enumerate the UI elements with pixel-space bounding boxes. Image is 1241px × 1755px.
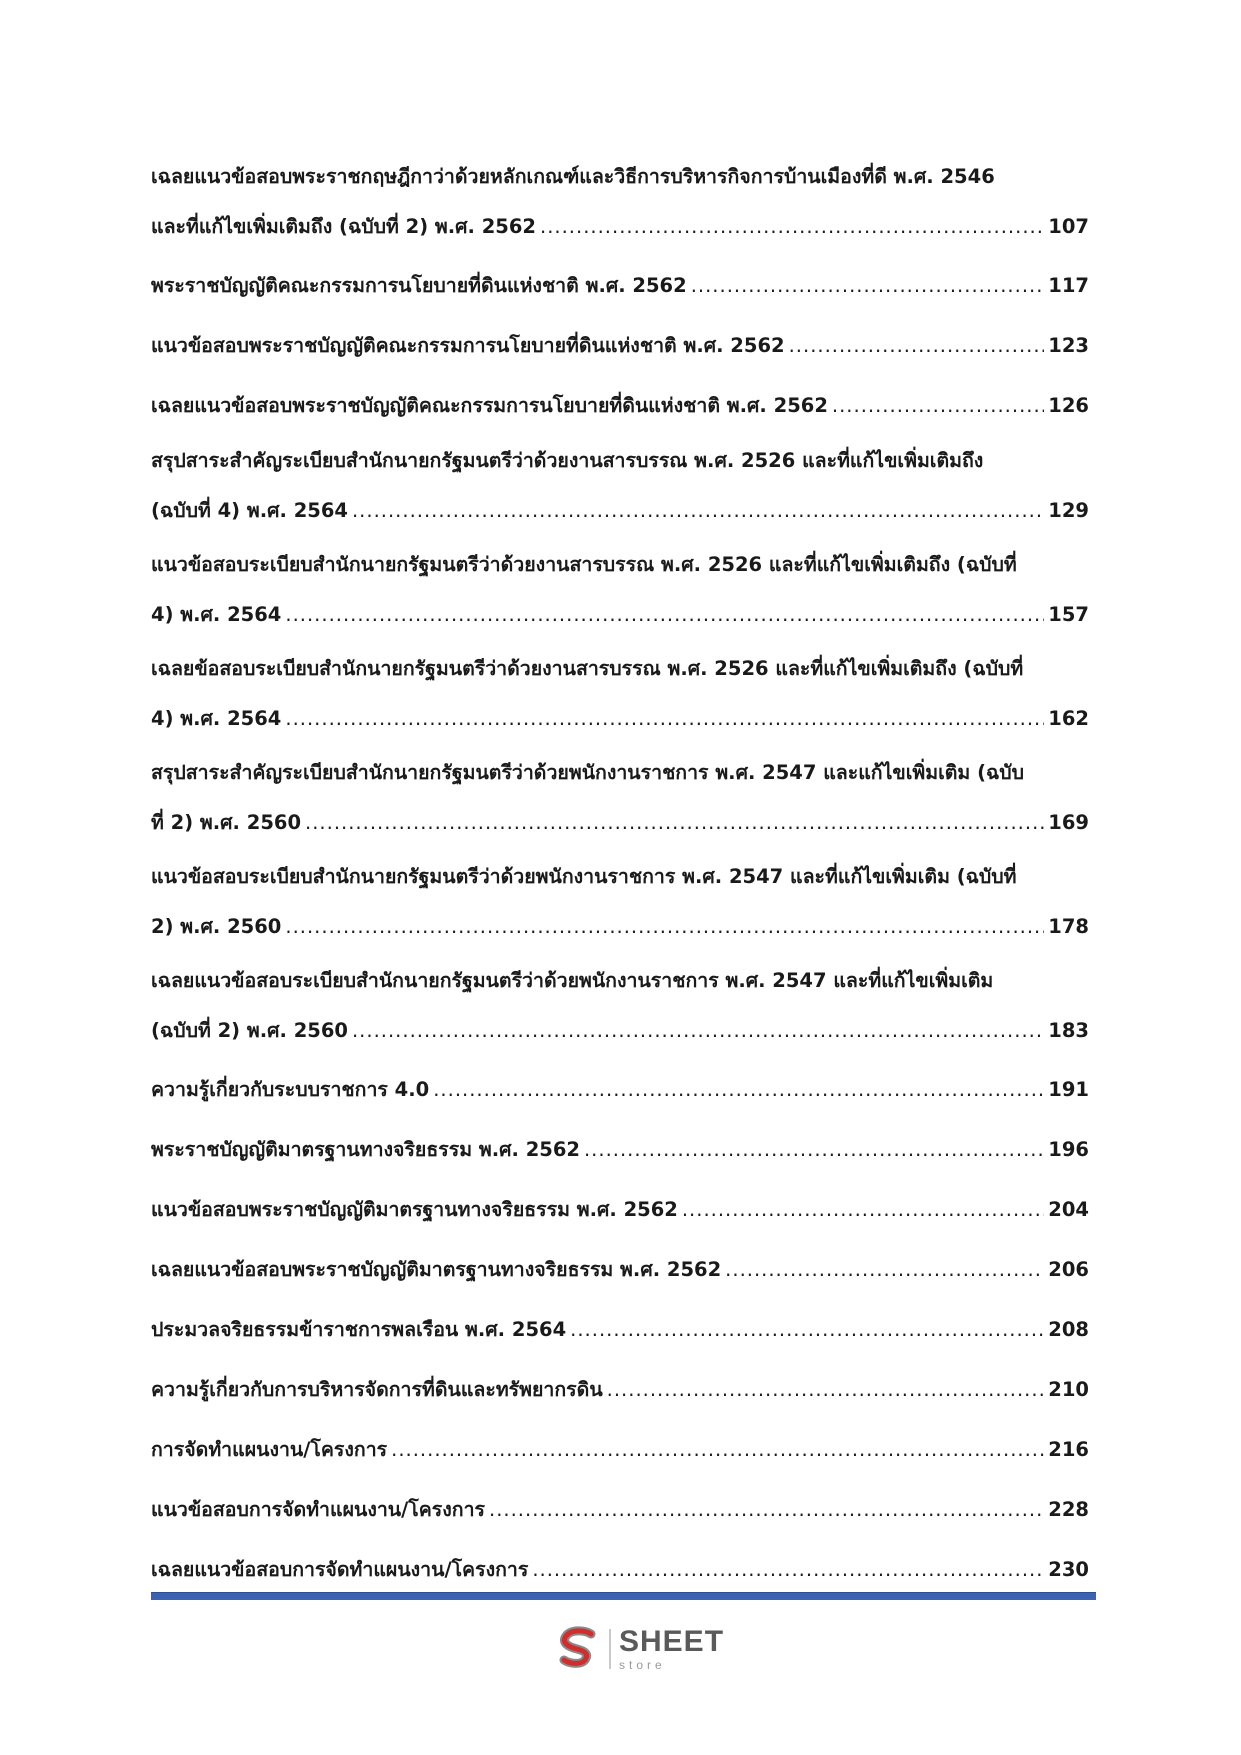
toc-entry[interactable] [151, 1180, 1089, 1240]
toc-page-number: 204 [1048, 1198, 1089, 1221]
toc-entry-title-line1: เฉลยแนวข้อสอบระเบียบสำนักนายกรัฐมนตรีว่าด้วยพนักงานราชการ พ.ศ. 2547 และที่แก้ไขเพิ่มเติม [151, 969, 994, 992]
sheet-store-logo [555, 1620, 725, 1678]
dot-leader [532, 1540, 1044, 1600]
toc-page-number: 216 [1048, 1438, 1089, 1461]
toc-entry-title-line1: เฉลยแนวข้อสอบพระราชกฤษฎีกาว่าด้วยหลักเกณฑ์และวิธีการบริหารกิจการบ้านเมืองที่ดี พ.ศ. 2546 [151, 165, 995, 188]
toc-entry-title: ความรู้เกี่ยวกับการบริหารจัดการที่ดินและทรัพยากรดิน [151, 1378, 603, 1401]
toc-page-number: 206 [1048, 1258, 1089, 1281]
dot-leader [789, 316, 1045, 376]
toc-entry-title: แนวข้อสอบพระราชบัญญัติมาตรฐานทางจริยธรรม พ.ศ. 2562 [151, 1198, 678, 1221]
toc-page-number: 228 [1048, 1498, 1089, 1521]
toc-entry-title: ประมวลจริยธรรมข้าราชการพลเรือน พ.ศ. 2564 [151, 1318, 567, 1341]
toc-page-number: 123 [1048, 334, 1089, 357]
toc-page-number: 107 [1048, 215, 1089, 238]
toc-entry[interactable] [151, 1480, 1089, 1540]
toc-page-number: 230 [1048, 1558, 1089, 1581]
toc-entry-title: พระราชบัญญัติมาตรฐานทางจริยธรรม พ.ศ. 2562 [151, 1138, 580, 1161]
toc-page-number: 210 [1048, 1378, 1089, 1401]
dot-leader [584, 1120, 1044, 1180]
toc-page-number: 162 [1048, 707, 1089, 730]
toc-entry-title-line2: 4) พ.ศ. 2564 [151, 603, 282, 626]
logo-subword: store [619, 1658, 666, 1672]
s-logo-icon [555, 1625, 603, 1673]
dot-leader [285, 694, 1044, 744]
toc-entry-title: ความรู้เกี่ยวกับระบบราชการ 4.0 [151, 1078, 430, 1101]
toc-page-number: 117 [1048, 274, 1089, 297]
toc-entry[interactable] [151, 1420, 1089, 1480]
dot-leader [285, 902, 1044, 952]
toc-entry-title-line2: (ฉบับที่ 2) พ.ศ. 2560 [151, 1019, 348, 1042]
dot-leader [691, 256, 1045, 316]
toc-entry[interactable] [151, 1120, 1089, 1180]
toc-entry[interactable] [151, 1360, 1089, 1420]
toc-entry-title: เฉลยแนวข้อสอบพระราชบัญญัติคณะกรรมการนโยบายที่ดินแห่งชาติ พ.ศ. 2562 [151, 394, 828, 417]
toc-entry-title-line2: และที่แก้ไขเพิ่มเติมถึง (ฉบับที่ 2) พ.ศ. 2562 [151, 215, 537, 238]
dot-leader [489, 1480, 1044, 1540]
toc-entry-title-line2: (ฉบับที่ 4) พ.ศ. 2564 [151, 499, 348, 522]
toc-entry[interactable] [151, 1240, 1089, 1300]
dot-leader [725, 1240, 1044, 1300]
dot-leader [570, 1300, 1044, 1360]
toc-entry-title-line2: ที่ 2) พ.ศ. 2560 [151, 811, 302, 834]
toc-entry-title: เฉลยแนวข้อสอบพระราชบัญญัติมาตรฐานทางจริยธรรม พ.ศ. 2562 [151, 1258, 722, 1281]
toc-entry-title: แนวข้อสอบพระราชบัญญัติคณะกรรมการนโยบายที่ดินแห่งชาติ พ.ศ. 2562 [151, 334, 785, 357]
toc-page-number: 129 [1048, 499, 1089, 522]
toc-entry[interactable] [151, 852, 1089, 956]
toc-entry-title-line2: 2) พ.ศ. 2560 [151, 915, 282, 938]
dot-leader [305, 798, 1044, 848]
footer-rule [151, 1592, 1096, 1600]
dot-leader [352, 486, 1044, 536]
dot-leader [285, 590, 1044, 640]
toc-entry[interactable] [151, 376, 1089, 436]
toc-entry[interactable] [151, 956, 1089, 1060]
toc-entry[interactable] [151, 256, 1089, 316]
dot-leader [433, 1060, 1044, 1120]
dot-leader [832, 376, 1044, 436]
toc-entry[interactable] [151, 748, 1089, 852]
toc-entry[interactable] [151, 1540, 1089, 1600]
toc-entry[interactable] [151, 540, 1089, 644]
toc-page-number: 196 [1048, 1138, 1089, 1161]
table-of-contents [151, 152, 1089, 1600]
toc-entry-title: พระราชบัญญัติคณะกรรมการนโยบายที่ดินแห่งชาติ พ.ศ. 2562 [151, 274, 687, 297]
toc-entry[interactable] [151, 1060, 1089, 1120]
toc-page-number: 191 [1048, 1078, 1089, 1101]
logo-word: SHEET [619, 1625, 725, 1658]
logo-separator [609, 1629, 611, 1669]
toc-entry-title-line1: แนวข้อสอบระเบียบสำนักนายกรัฐมนตรีว่าด้วยพนักงานราชการ พ.ศ. 2547 และที่แก้ไขเพิ่มเติม (ฉบับที่ [151, 865, 1017, 888]
toc-entry-title: การจัดทำแผนงาน/โครงการ [151, 1438, 388, 1461]
toc-entry[interactable] [151, 436, 1089, 540]
toc-page-number: 157 [1048, 603, 1089, 626]
toc-entry-title-line1: สรุปสาระสำคัญระเบียบสำนักนายกรัฐมนตรีว่าด้วยงานสารบรรณ พ.ศ. 2526 และที่แก้ไขเพิ่มเติมถึง [151, 449, 984, 472]
toc-entry[interactable] [151, 1300, 1089, 1360]
toc-page-number: 183 [1048, 1019, 1089, 1042]
toc-page-number: 169 [1048, 811, 1089, 834]
toc-entry-title-line2: 4) พ.ศ. 2564 [151, 707, 282, 730]
toc-page-number: 178 [1048, 915, 1089, 938]
dot-leader [607, 1360, 1045, 1420]
toc-entry-title-line1: เฉลยข้อสอบระเบียบสำนักนายกรัฐมนตรีว่าด้วยงานสารบรรณ พ.ศ. 2526 และที่แก้ไขเพิ่มเติมถึง (ฉบับที่ [151, 657, 1024, 680]
toc-entry-title: แนวข้อสอบการจัดทำแผนงาน/โครงการ [151, 1498, 485, 1521]
toc-entry-title: เฉลยแนวข้อสอบการจัดทำแผนงาน/โครงการ [151, 1558, 529, 1581]
toc-entry-title-line1: แนวข้อสอบระเบียบสำนักนายกรัฐมนตรีว่าด้วยงานสารบรรณ พ.ศ. 2526 และที่แก้ไขเพิ่มเติมถึง (ฉบับที่ [151, 553, 1017, 576]
dot-leader [352, 1006, 1044, 1056]
toc-entry[interactable] [151, 644, 1089, 748]
toc-page-number: 126 [1048, 394, 1089, 417]
dot-leader [682, 1180, 1044, 1240]
dot-leader [391, 1420, 1044, 1480]
toc-entry-title-line1: สรุปสาระสำคัญระเบียบสำนักนายกรัฐมนตรีว่าด้วยพนักงานราชการ พ.ศ. 2547 และแก้ไขเพิ่มเติม (ฉบับ [151, 761, 1025, 784]
toc-page-number: 208 [1048, 1318, 1089, 1341]
toc-entry[interactable] [151, 152, 1089, 256]
dot-leader [540, 202, 1044, 252]
toc-entry[interactable] [151, 316, 1089, 376]
